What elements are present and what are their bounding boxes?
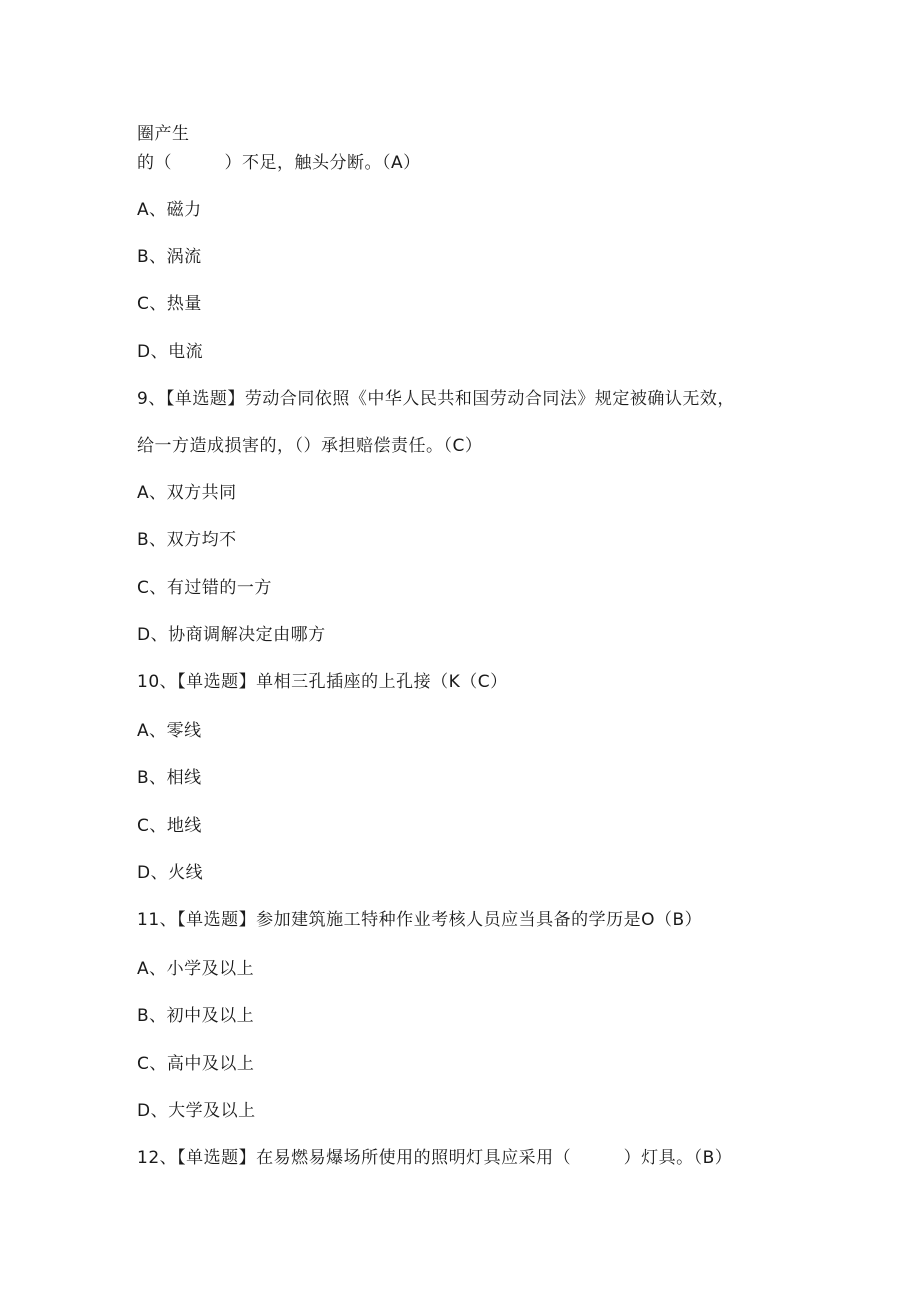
option-c: C、有过错的一方 <box>137 578 272 598</box>
option-a: A、磁力 <box>137 200 202 220</box>
question-12-title: 12、【单选题】在易燃易爆场所使用的照明灯具应采用（ ）灯具。（B） <box>137 1148 733 1168</box>
question-9-title-cont: 给一方造成损害的，（）承担赔偿责任。（C） <box>137 436 483 456</box>
option-c: C、地线 <box>137 816 202 836</box>
option-b: B、涡流 <box>137 247 202 267</box>
option-c: C、高中及以上 <box>137 1054 255 1074</box>
option-a: A、双方共同 <box>137 483 237 503</box>
option-b: B、相线 <box>137 768 202 788</box>
option-a: A、零线 <box>137 721 202 741</box>
option-d: D、电流 <box>137 342 204 362</box>
question-text-line: 的（ ）不足，触头分断。（A） <box>137 153 421 173</box>
option-b: B、双方均不 <box>137 530 237 550</box>
option-b: B、初中及以上 <box>137 1006 255 1026</box>
question-11-title: 11、【单选题】参加建筑施工特种作业考核人员应当具备的学历是O（B） <box>137 910 703 930</box>
option-d: D、大学及以上 <box>137 1101 256 1121</box>
option-c: C、热量 <box>137 294 202 314</box>
option-d: D、协商调解决定由哪方 <box>137 625 326 645</box>
option-a: A、小学及以上 <box>137 959 255 979</box>
question-9-title: 9、【单选题】劳动合同依照《中华人民共和国劳动合同法》规定被确认无效， <box>137 389 735 409</box>
question-text-line: 圈产生 <box>137 124 190 144</box>
question-10-title: 10、【单选题】单相三孔插座的上孔接（K（C） <box>137 672 508 692</box>
option-d: D、火线 <box>137 863 204 883</box>
